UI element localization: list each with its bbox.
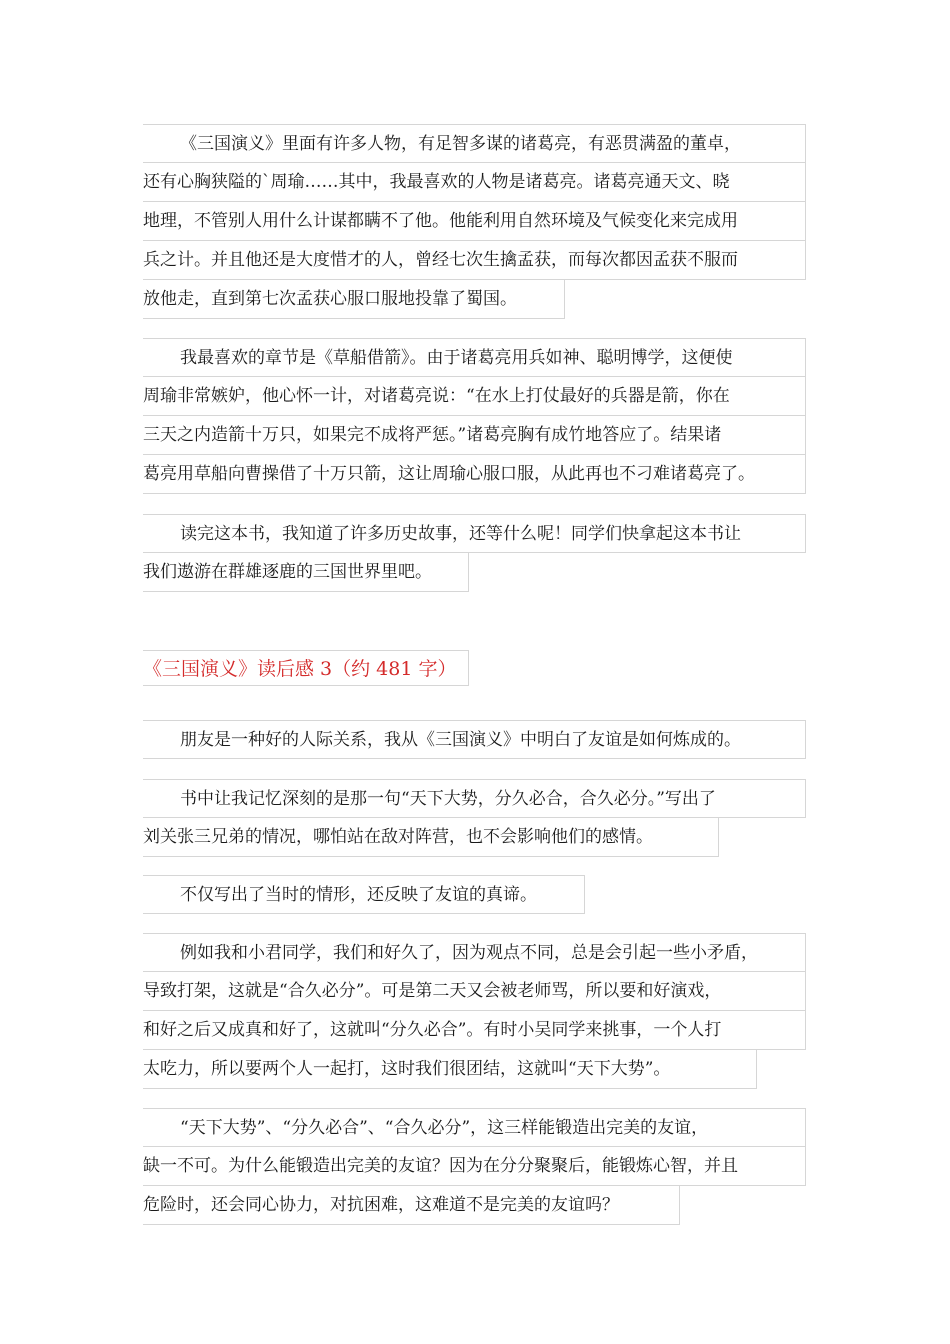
text-line: 太吃力，所以要两个人一起打，这时我们很团结，这就叫“天下大势”。 [143, 1050, 757, 1089]
text-line: 放他走，直到第七次孟获心服口服地投靠了蜀国。 [143, 280, 565, 319]
paragraph-personal-example [143, 933, 806, 1089]
text-line: 例如我和小君同学，我们和好久了，因为观点不同，总是会引起一些小矛盾， [143, 933, 806, 972]
paragraph-conclusion [143, 1108, 806, 1225]
text-line: 我们遨游在群雄逐鹿的三国世界里吧。 [143, 553, 469, 592]
text-line: 三天之内造箭十万只，如果完不成将严惩。”诸葛亮胸有成竹地答应了。结果诸 [143, 416, 806, 455]
text-line: 刘关张三兄弟的情况，哪怕站在敌对阵营，也不会影响他们的感情。 [143, 818, 719, 857]
paragraph-memorable-quote [143, 779, 806, 857]
paragraph-recommendation [143, 514, 806, 592]
text-line: 危险时，还会同心协力，对抗困难，这难道不是完美的友谊吗？ [143, 1186, 680, 1225]
paragraph-meaning [143, 875, 585, 914]
text-line: 朋友是一种好的人际关系，我从《三国演义》中明白了友谊是如何炼成的。 [143, 720, 806, 759]
text-line: 导致打架，这就是“合久必分”。可是第二天又会被老师骂，所以要和好演戏， [143, 972, 806, 1011]
text-line: 《三国演义》里面有许多人物，有足智多谋的诸葛亮，有恶贯满盈的董卓， [143, 124, 806, 163]
paragraph-favorite-chapter [143, 338, 806, 494]
text-line: 和好之后又成真和好了，这就叫“分久必合”。有时小吴同学来挑事，一个人打 [143, 1011, 806, 1050]
text-line: 还有心胸狭隘的`周瑜……其中，我最喜欢的人物是诸葛亮。诸葛亮通天文、晓 [143, 163, 806, 202]
section-heading: 《三国演义》读后感 3（约 481 字） [143, 650, 469, 686]
text-line: 地理，不管别人用什么计谋都瞒不了他。他能利用自然环境及气候变化来完成用 [143, 202, 806, 241]
text-line: 缺一不可。为什么能锻造出完美的友谊？因为在分分聚聚后，能锻炼心智，并且 [143, 1147, 806, 1186]
text-line: 读完这本书，我知道了许多历史故事，还等什么呢！同学们快拿起这本书让 [143, 514, 806, 553]
text-line: 兵之计。并且他还是大度惜才的人，曾经七次生擒孟获，而每次都因孟获不服而 [143, 241, 806, 280]
text-line: 不仅写出了当时的情形，还反映了友谊的真谛。 [143, 875, 585, 914]
text-line: 我最喜欢的章节是《草船借箭》。由于诸葛亮用兵如神、聪明博学，这便使 [143, 338, 806, 377]
text-line: 书中让我记忆深刻的是那一句“天下大势，分久必合，合久必分。”写出了 [143, 779, 806, 818]
text-line: 葛亮用草船向曹操借了十万只箭，这让周瑜心服口服，从此再也不刁难诸葛亮了。 [143, 455, 806, 494]
paragraph-friendship-intro [143, 720, 806, 759]
paragraph-favorite-character [143, 124, 806, 319]
text-line: 周瑜非常嫉妒，他心怀一计，对诸葛亮说：“在水上打仗最好的兵器是箭，你在 [143, 377, 806, 416]
text-line: “天下大势”、“分久必合”、“合久必分”，这三样能锻造出完美的友谊， [143, 1108, 806, 1147]
